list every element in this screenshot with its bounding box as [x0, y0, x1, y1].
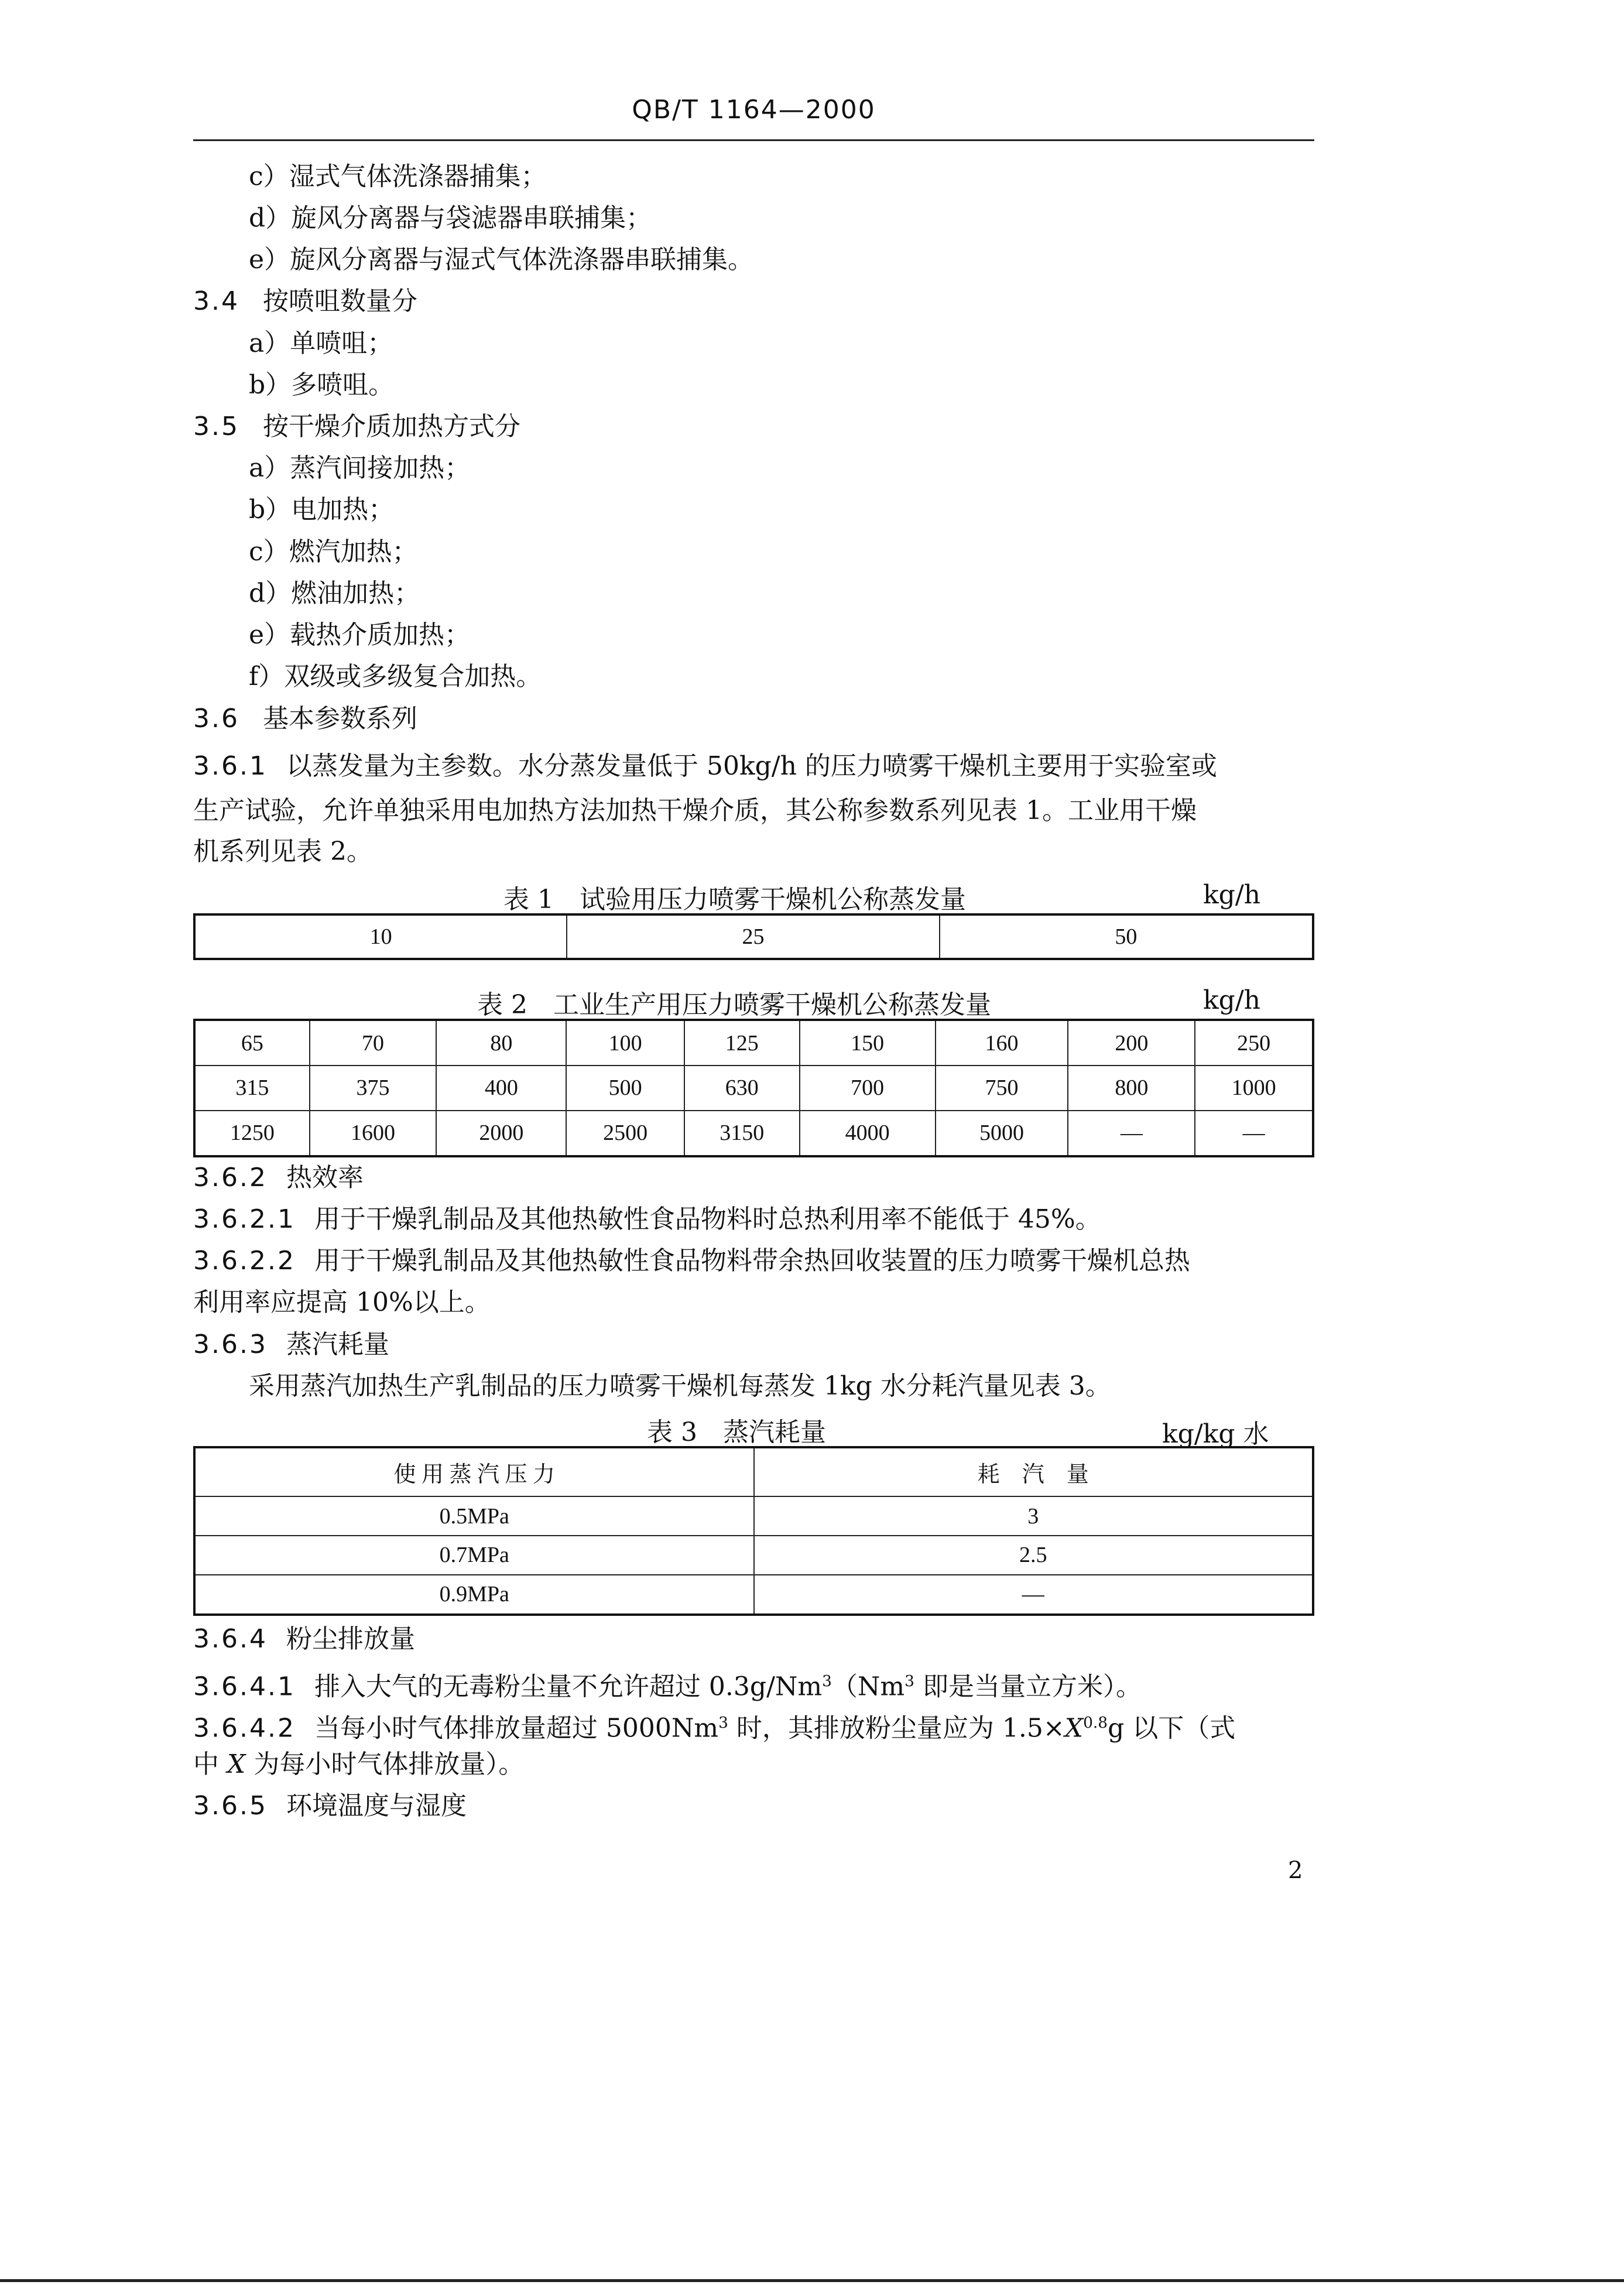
table-cell: 4000 [800, 1111, 936, 1156]
section-heading [193, 701, 417, 736]
variable-x: X [1064, 1713, 1084, 1743]
table-cell: 50 [940, 914, 1313, 959]
paragraph-text: 为每小时气体排放量）。 [245, 1749, 525, 1779]
paragraph-line [193, 1202, 1101, 1237]
table-cell: 1600 [310, 1111, 437, 1156]
paragraph-text: 用于干燥乳制品及其他热敏性食品物料带余热回收装置的压力喷雾干燥机总热 [314, 1246, 1190, 1276]
section-title: 按干燥介质加热方式分 [262, 412, 520, 441]
list-item: c）湿式气体洗涤器捕集； [249, 162, 547, 191]
table-cell: 100 [566, 1020, 684, 1066]
table-cell: 800 [1068, 1066, 1195, 1111]
section-heading [193, 1160, 364, 1195]
table-cell: 1000 [1195, 1066, 1313, 1111]
table-cell: 5000 [936, 1111, 1068, 1156]
paragraph-line: 利用率应提高 10%以上。 [193, 1287, 491, 1317]
section-number: 3.5 [193, 412, 239, 441]
table-row [194, 1575, 1313, 1615]
paragraph-text: 中 [193, 1749, 227, 1779]
list-item: b）电加热； [249, 495, 395, 525]
paragraph-line: 生产试验，允许单独采用电加热方法加热干燥介质，其公称参数系列见表 1。工业用干燥 [193, 796, 1197, 825]
list-item: e）载热介质加热； [249, 620, 471, 650]
table-header-row [194, 1447, 1313, 1496]
table-cell: — [1068, 1111, 1195, 1156]
section-heading [193, 1789, 467, 1824]
table-cell: 315 [194, 1066, 310, 1111]
table3-unit: kg/kg 水 [1162, 1419, 1269, 1449]
table-cell: 250 [1195, 1020, 1313, 1066]
column-header: 耗 汽 量 [754, 1447, 1314, 1496]
section-heading [193, 1327, 389, 1362]
table-cell: 65 [194, 1020, 310, 1066]
table-cell: 10 [194, 914, 567, 959]
table1 [193, 913, 1314, 960]
paragraph-text: 时，其排放粉尘量应为 1.5× [728, 1713, 1065, 1743]
paragraph-text: 排入大气的无毒粉尘量不允许超过 0.3g/Nm [314, 1671, 823, 1702]
table-cell: 630 [684, 1066, 800, 1111]
table-cell: 1250 [194, 1111, 310, 1156]
section-number: 3.6.2.1 [193, 1204, 296, 1234]
table-cell: 0.9MPa [194, 1575, 754, 1615]
table3-caption: 表 3 蒸汽耗量 [647, 1417, 826, 1447]
table-row [194, 1496, 1313, 1536]
variable-x: X [227, 1749, 246, 1779]
section-title: 热效率 [286, 1163, 364, 1193]
paragraph-line [193, 1705, 1235, 1746]
table2-unit: kg/h [1203, 985, 1260, 1015]
section-title: 环境温度与湿度 [286, 1791, 467, 1821]
list-item: a）蒸汽间接加热； [249, 453, 471, 483]
paragraph-text: 当每小时气体排放量超过 5000Nm [314, 1713, 719, 1743]
section-heading [193, 284, 417, 319]
paragraph-text: （Nm [831, 1671, 905, 1702]
header-rule [193, 139, 1314, 141]
table-cell: — [754, 1575, 1314, 1615]
superscript: 3 [718, 1714, 728, 1732]
section-number: 3.6.2.2 [193, 1246, 296, 1276]
table1-caption: 表 1 试验用压力喷雾干燥机公称蒸发量 [503, 885, 966, 914]
table-cell: 150 [800, 1020, 936, 1066]
table-cell: 500 [566, 1066, 684, 1111]
table-row [194, 1536, 1313, 1575]
section-number: 3.6 [193, 704, 239, 734]
column-header: 使 用 蒸 汽 压 力 [194, 1447, 754, 1496]
section-number: 3.6.4 [193, 1624, 268, 1654]
superscript: 3 [822, 1672, 832, 1690]
table-cell: 70 [310, 1020, 437, 1066]
page-number: 2 [1288, 1857, 1303, 1884]
paragraph-line: 采用蒸汽加热生产乳制品的压力喷雾干燥机每蒸发 1kg 水分耗汽量见表 3。 [249, 1371, 1111, 1401]
table2 [193, 1019, 1314, 1157]
table-cell: 2.5 [754, 1536, 1314, 1575]
section-number: 3.6.5 [193, 1791, 268, 1821]
section-number: 3.6.1 [193, 751, 268, 781]
paragraph-line [193, 1747, 524, 1782]
table-row [194, 1066, 1313, 1111]
table-cell: 25 [567, 914, 939, 959]
table3 [193, 1446, 1314, 1616]
section-title: 基本参数系列 [262, 704, 417, 734]
paragraph-line [193, 749, 1217, 784]
superscript: 3 [904, 1672, 914, 1690]
list-item: a）单喷咀； [249, 328, 393, 358]
bottom-rule [0, 2279, 1624, 2282]
section-number: 3.6.4.2 [193, 1713, 296, 1743]
section-title: 按喷咀数量分 [262, 286, 417, 316]
table-row [194, 1111, 1313, 1156]
list-item: e）旋风分离器与湿式气体洗涤器串联捕集。 [249, 245, 754, 275]
paragraph-text: 以蒸发量为主参数。水分蒸发量低于 50kg/h 的压力喷雾干燥机主要用于实验室或 [286, 751, 1217, 781]
paragraph-text: g 以下（式 [1108, 1713, 1236, 1743]
section-number: 3.4 [193, 286, 239, 316]
table-cell: 2500 [566, 1111, 684, 1156]
table-cell: 2000 [436, 1111, 566, 1156]
paragraph-line: 机系列见表 2。 [193, 837, 372, 866]
table-cell: 3150 [684, 1111, 800, 1156]
list-item: d）燃油加热； [249, 578, 420, 608]
table-cell: 200 [1068, 1020, 1195, 1066]
paragraph-line [193, 1664, 1142, 1705]
list-item: d）旋风分离器与袋滤器串联捕集； [249, 203, 652, 233]
table-cell: 3 [754, 1496, 1314, 1536]
table-cell: 125 [684, 1020, 800, 1066]
section-number: 3.6.2 [193, 1163, 268, 1193]
table1-unit: kg/h [1203, 880, 1260, 910]
section-title: 蒸汽耗量 [286, 1330, 389, 1359]
section-number: 3.6.3 [193, 1330, 268, 1359]
paragraph-line [193, 1243, 1190, 1279]
table-cell: 0.5MPa [194, 1496, 754, 1536]
table-cell: 375 [310, 1066, 437, 1111]
section-title: 粉尘排放量 [286, 1624, 415, 1654]
table-cell: 160 [936, 1020, 1068, 1066]
list-item: b）多喷咀。 [249, 370, 395, 400]
section-heading [193, 409, 520, 444]
superscript: 0.8 [1083, 1714, 1108, 1732]
table-cell: 400 [436, 1066, 566, 1111]
table-cell: 80 [436, 1020, 566, 1066]
list-item: f）双级或多级复合加热。 [249, 662, 542, 691]
table-cell: — [1195, 1111, 1313, 1156]
table-cell: 700 [800, 1066, 936, 1111]
paragraph-text: 即是当量立方米）。 [914, 1671, 1142, 1702]
page-header: QB/T 1164—2000 [632, 95, 876, 125]
table-row [194, 1020, 1313, 1066]
table-cell: 750 [936, 1066, 1068, 1111]
section-heading [193, 1622, 415, 1657]
list-item: c）燃汽加热； [249, 537, 418, 567]
section-number: 3.6.4.1 [193, 1671, 296, 1702]
paragraph-text: 用于干燥乳制品及其他热敏性食品物料时总热利用率不能低于 45%。 [314, 1204, 1101, 1234]
table2-caption: 表 2 工业生产用压力喷雾干燥机公称蒸发量 [477, 990, 991, 1020]
table-cell: 0.7MPa [194, 1536, 754, 1575]
